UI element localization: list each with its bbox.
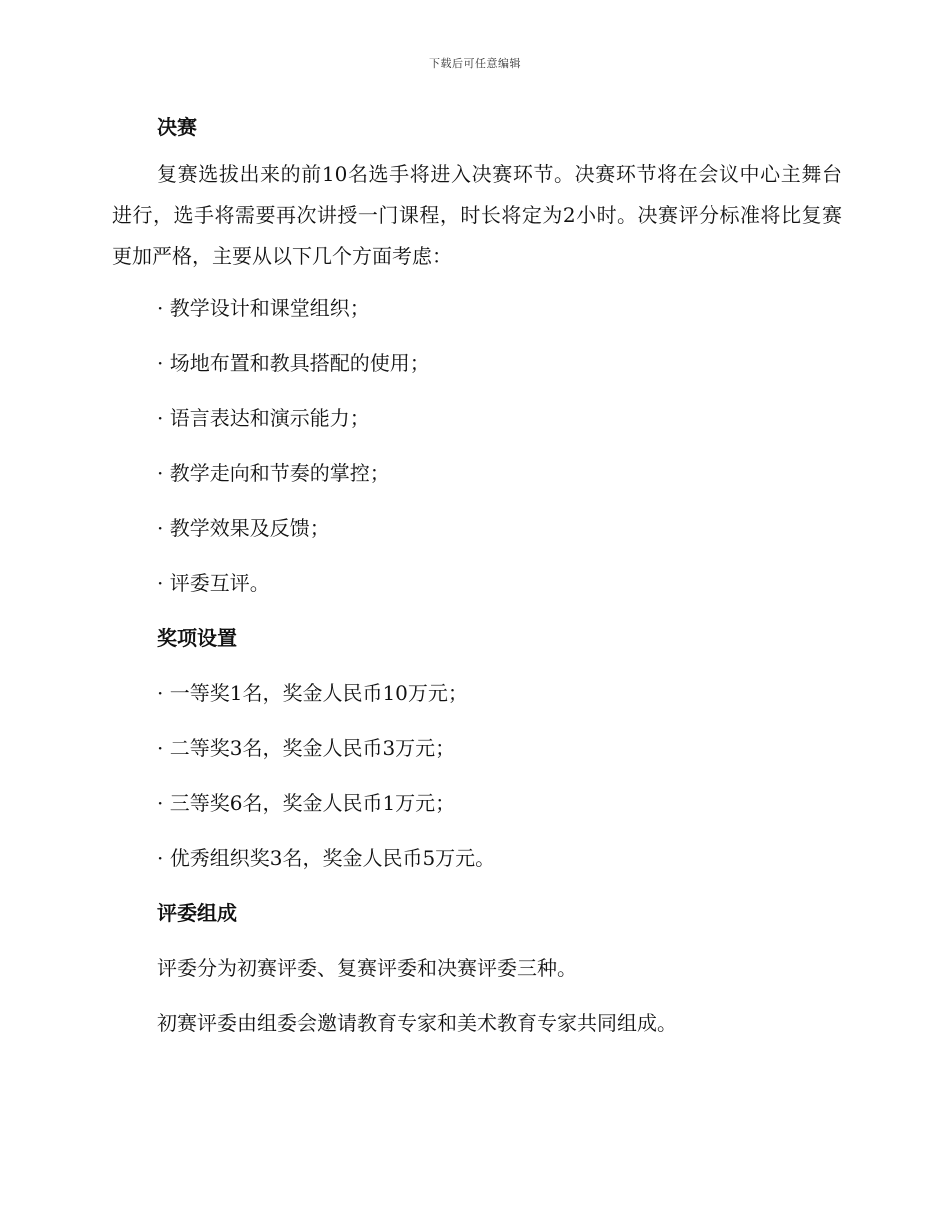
list-item: · 语言表达和演示能力； [157, 406, 370, 430]
section-heading-finals: 决赛 [157, 115, 197, 139]
list-item: · 教学效果及反馈； [157, 516, 330, 540]
list-item: · 场地布置和教具搭配的使用； [157, 351, 430, 375]
section-heading-awards: 奖项设置 [157, 626, 237, 650]
list-item: · 教学走向和节奏的掌控； [157, 461, 390, 485]
section-heading-judges: 评委组成 [157, 901, 237, 925]
list-item: · 三等奖6名，奖金人民币1万元； [157, 791, 456, 815]
document-body [112, 110, 842, 1061]
list-item: · 评委互评。 [157, 571, 270, 595]
judges-paragraph: 评委分为初赛评委、复赛评委和决赛评委三种。 [157, 956, 577, 980]
awards-list [112, 676, 842, 875]
finals-intro-paragraph: 复赛选拔出来的前10名选手将进入决赛环节。决赛环节将在会议中心主舞台进行，选手将需要再次讲授一门课程，时长将定为2小时。决赛评分标准将比复赛更加严格，主要从以下几个方面考虑： [112, 162, 842, 268]
finals-criteria-list [112, 291, 842, 600]
list-item: · 优秀组织奖3名，奖金人民币5万元。 [157, 846, 496, 870]
list-item: · 教学设计和课堂组织； [157, 296, 370, 320]
page-header: 下载后可任意编辑 [429, 57, 521, 70]
list-item: · 一等奖1名，奖金人民币10万元； [157, 681, 468, 705]
judges-paragraph: 初赛评委由组委会邀请教育专家和美术教育专家共同组成。 [157, 1011, 677, 1035]
list-item: · 二等奖3名，奖金人民币3万元； [157, 736, 456, 760]
